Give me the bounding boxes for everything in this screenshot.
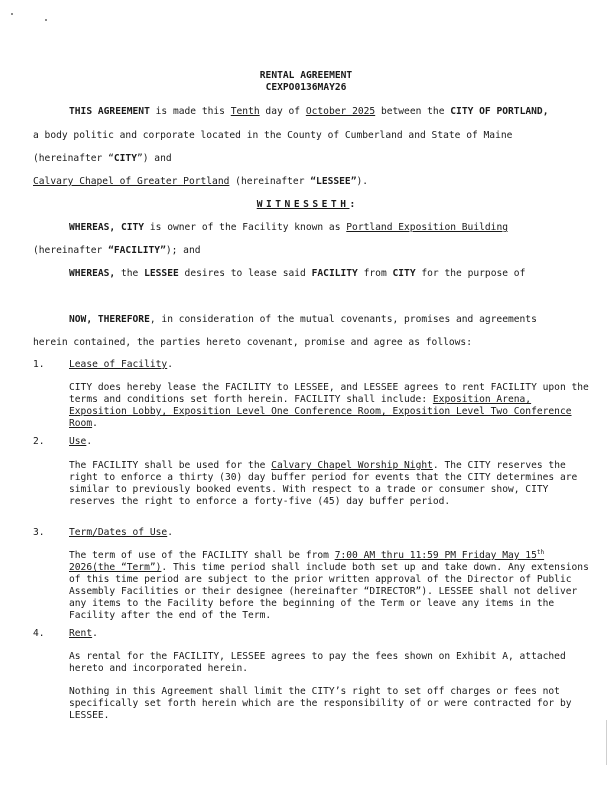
section-heading-end: .: [167, 527, 173, 538]
scan-speck: [11, 13, 13, 15]
section-3-body: [69, 550, 589, 622]
section-1-number: 1.: [33, 359, 45, 370]
section-3-number: 3.: [33, 527, 45, 538]
section-4-heading: [69, 628, 98, 640]
section-2-heading: [69, 436, 92, 448]
now-therefore-text: , in consideration of the mutual covenants, promises and agreements: [149, 314, 537, 325]
intro-line-2: a body politic and corporate located in the County of Cumberland and State of Maine: [33, 130, 513, 141]
section-body-text: The term of use of the FACILITY shall be from: [69, 550, 335, 561]
section-body-text: CITY does hereby lease the FACILITY to LESSEE, and LESSEE agrees to rent FACILITY upon the terms and conditions set forth herein. FACILITY shall include:: [69, 382, 589, 405]
lessee-name: Calvary Chapel of Greater Portland: [33, 176, 230, 187]
section-body-text: As rental for the FACILITY, LESSEE agrees to pay the fees shown on Exhibit A, attached hereto and incorporated herein.: [69, 651, 566, 674]
section-body-text: Nothing in this Agreement shall limit the CITY’s right to set off charges or fees not specifically set forth herein which are the responsibility of or were contracted for by LESSEE.: [69, 686, 572, 721]
event-name: Calvary Chapel Worship Night: [271, 460, 433, 471]
intro-text: (hereinafter: [229, 176, 311, 187]
intro-text: (hereinafter “: [33, 153, 114, 164]
intro-text: between the: [375, 106, 451, 117]
witnesseth-word: WITNESSETH: [256, 199, 350, 210]
document-title: RENTAL AGREEMENT: [259, 70, 353, 81]
section-heading-text: Term/Dates of Use: [69, 527, 168, 538]
now-therefore-line-1: [69, 314, 537, 326]
intro-text: ,: [542, 106, 549, 117]
witnesseth-heading: [0, 199, 612, 211]
section-heading-text: Lease of Facility: [69, 359, 168, 370]
lessee-term: “LESSEE”: [310, 176, 357, 187]
section-heading-end: .: [167, 359, 173, 370]
section-heading-text: Use: [69, 436, 87, 447]
section-3-heading: [69, 527, 173, 539]
section-body-text: .: [92, 418, 98, 429]
whereas-text: ); and: [165, 245, 201, 256]
lessee-term: LESSEE: [144, 268, 179, 279]
section-heading-end: .: [86, 436, 93, 447]
section-body-text: . This time period shall include both set up and take down. Any extensions of this time period are subject to the prior written approval of the Director of Public Assembly Facilities or their designee (hereinafter “DIRECTOR”). LESSEE shall not deliver any items to the Facility before the beginning of the Term or leave any items in the Facility after the end of the Term.: [69, 562, 589, 621]
now-therefore-line-2: herein contained, the parties hereto covenant, promise and agree as follows:: [33, 337, 472, 348]
whereas-2-line: [69, 268, 525, 280]
intro-line-4: [33, 176, 368, 188]
contract-id: CEXPO0136MAY26: [265, 82, 347, 93]
intro-text: is made this: [149, 106, 231, 117]
intro-text: ).: [356, 176, 369, 187]
scan-speck: [45, 19, 47, 21]
city-term: CITY: [113, 153, 137, 164]
intro-lead: THIS AGREEMENT: [69, 106, 150, 117]
section-body-text: The FACILITY shall be used for the: [69, 460, 272, 471]
whereas-lead: WHEREAS,: [69, 268, 116, 279]
intro-line-1: [69, 106, 548, 118]
section-body-text: . The CITY reserves the right to enforce a thirty (30) day buffer period for events that the CITY determines are similar to previously booked events. With respect to a trade or consumer show, CITY reserves the right to enforce a forty-five (45) day buffer period.: [69, 460, 578, 507]
section-heading-end: .: [92, 628, 98, 639]
whereas-text: the: [115, 268, 145, 279]
whereas-1-line-2: [33, 245, 201, 257]
scan-edge-mark: [606, 720, 607, 765]
included-spaces: Exposition Arena, Exposition Lobby, Exposition Level One Conference Room, Exposition Level Two Conference Room: [69, 394, 572, 429]
facility-name: Portland Exposition Building: [346, 222, 508, 233]
agreement-day: Tenth: [230, 106, 260, 117]
intro-line-3: [33, 153, 172, 165]
whereas-lead: WHEREAS, CITY: [69, 222, 145, 233]
section-2-body: [69, 460, 589, 508]
section-heading-text: Rent: [69, 628, 93, 639]
section-4-para-1: [69, 651, 589, 675]
section-4-para-2: [69, 686, 589, 722]
agreement-month: October 2025: [305, 106, 376, 117]
section-4-number: 4.: [33, 628, 45, 639]
intro-text: ”) and: [136, 153, 172, 164]
whereas-text: from: [357, 268, 393, 279]
whereas-text: for the purpose of: [415, 268, 526, 279]
intro-text: day of: [259, 106, 306, 117]
city-term: CITY: [392, 268, 416, 279]
whereas-text: (hereinafter: [33, 245, 109, 256]
section-1-heading: [69, 359, 173, 371]
whereas-1-line-1: [69, 222, 508, 234]
witnesseth-colon: :: [349, 199, 356, 210]
term-dates-sup: th: [536, 548, 545, 556]
section-2-number: 2.: [33, 436, 45, 447]
whereas-text: desires to lease said: [178, 268, 312, 279]
section-1-body: [69, 382, 589, 430]
whereas-text: is owner of the Facility known as: [144, 222, 347, 233]
party-city: CITY OF PORTLAND: [450, 106, 543, 117]
term-dates-year: 2026(the “Term”): [69, 562, 162, 573]
now-therefore-lead: NOW, THEREFORE: [69, 314, 150, 325]
facility-term: FACILITY: [311, 268, 358, 279]
facility-term: “FACILITY”: [108, 245, 166, 256]
term-dates-text: 7:00 AM thru 11:59 PM Friday May 15: [334, 550, 537, 561]
